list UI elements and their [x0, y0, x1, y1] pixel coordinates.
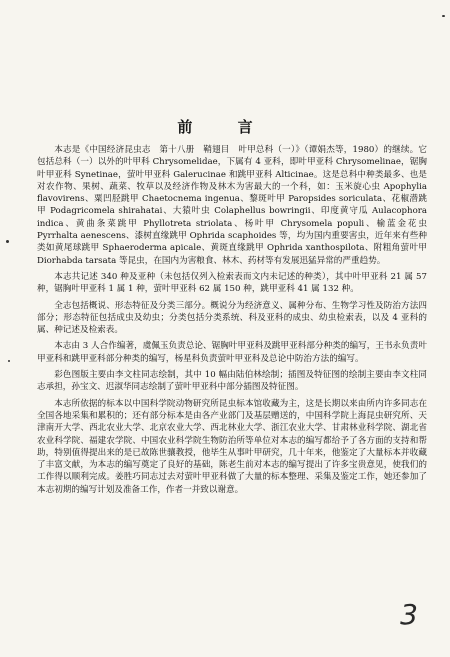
- paragraph: 全志包括概说、形态特征及分类三部分。概说分为经济意义、属种分布、生物学习性及防治方法四部分；形态特征包括成虫及幼虫；分类包括分类系统、科及亚科的成虫、幼虫检索表，以及 4 亚科的属、种记述及检索表。: [37, 300, 427, 336]
- scan-speck: [6, 240, 9, 243]
- paragraph: 本志共记述 340 种及亚种（未包括仅列入检索表而文内未记述的种类），其中叶甲亚科 21 属 57 种，锯胸叶甲亚科 1 属 1 种，萤叶甲亚科 62 属 150 种，跳甲亚科 41 属 132 种。: [37, 271, 427, 295]
- paragraph: 本志由 3 人合作编著，虞佩玉负责总论、锯胸叶甲亚科及跳甲亚科部分种类的编写，王书永负责叶甲亚科和跳甲亚科部分种类的编写，杨星科负责萤叶甲亚科及总论中防治方法的编写。: [37, 341, 427, 364]
- page-number: 3: [400, 598, 418, 631]
- paragraph: 本志所依据的标本以中国科学院动物研究所昆虫标本馆收藏为主，这是长期以来由所内许多同志在全国各地采集和累积的；还有部分标本是由各产业部门及基层赠送的，中国科学院上海昆虫研究所、天津南开大学、西北农业大学、北京农业大学、西北林业大学、浙江农业大学、甘肃林业科学院、湖北省农业科学院、福建农学院、中国农业科学院生物防治所等单位对本志的编写都给予了各方面的支持和帮助，特别值得提出来的是已故陈世骧教授，他毕生从事叶甲研究，几十年来，他鉴定了大量标本并收藏了丰富文献，为本志的编写奠定了良好的基础，陈老生前对本志的编写提出了许多宝贵意见，使我们的工作得以顺利完成。姜胜巧同志过去对萤叶甲亚科做了大量的标本整理、采集及鉴定工作，她还参加了本志初期的编写计划及准备工作，作者一并致以谢意。: [37, 398, 427, 495]
- paragraph: 本志是《中国经济昆虫志 第十八册 鞘翅目 叶甲总科（一）》（谭娟杰等，1980）的继续。它包括总科（一）以外的叶甲科 Chrysomelidae，下属有 4 亚科，即叶甲亚科 Chrysomelinae，锯胸叶甲亚科 Synetinae，萤叶甲亚科 Galerucinae 和跳甲亚科 Alticinae。这是总科中种类最多、也是对农作物、果树、蔬菜、牧草以及经济作物及林木为害最大的一个科，如：玉米旋心虫 Apophylia flavovirens、粟凹胫跳甲 Chaetocnema ingenua、黎斑叶甲 Paropsides soriculata、花椒潜跳甲 Podagricomela shirahatai、大猿叶虫 Colaphellus bowringii、印度黄守瓜 Aulacophora indica、黄曲条菜跳甲 Phyllotreta striolata、杨叶甲 Chrysomela populi、榆蓝金花虫 Pyrrhalta aenescens、漆树直缘跳甲 Ophrida scaphoides 等，均为国内重要害虫，近年来有些种类如黄尾球跳甲 Sphaeroderma apicale、黄斑直缘跳甲 Ophrida xanthospilota、附粗角萤叶甲 Diorhabda tarsata 等昆虫，在国内为害粮食、林木、药材等有发展迅猛异常的严重趋势。: [37, 145, 427, 266]
- scan-speck: [442, 15, 445, 17]
- paragraph: 彩色图版主要由李文柱同志绘制，其中 10 幅由陆伯林绘制；插图及特征图的绘制主要由李文柱同志承担，孙宝文、迟淑华同志绘制了萤叶甲亚科中部分插图及特征图。: [37, 370, 427, 393]
- scan-speck: [8, 360, 10, 362]
- page-title: 前 言: [177, 118, 273, 136]
- preface-body: [37, 144, 427, 500]
